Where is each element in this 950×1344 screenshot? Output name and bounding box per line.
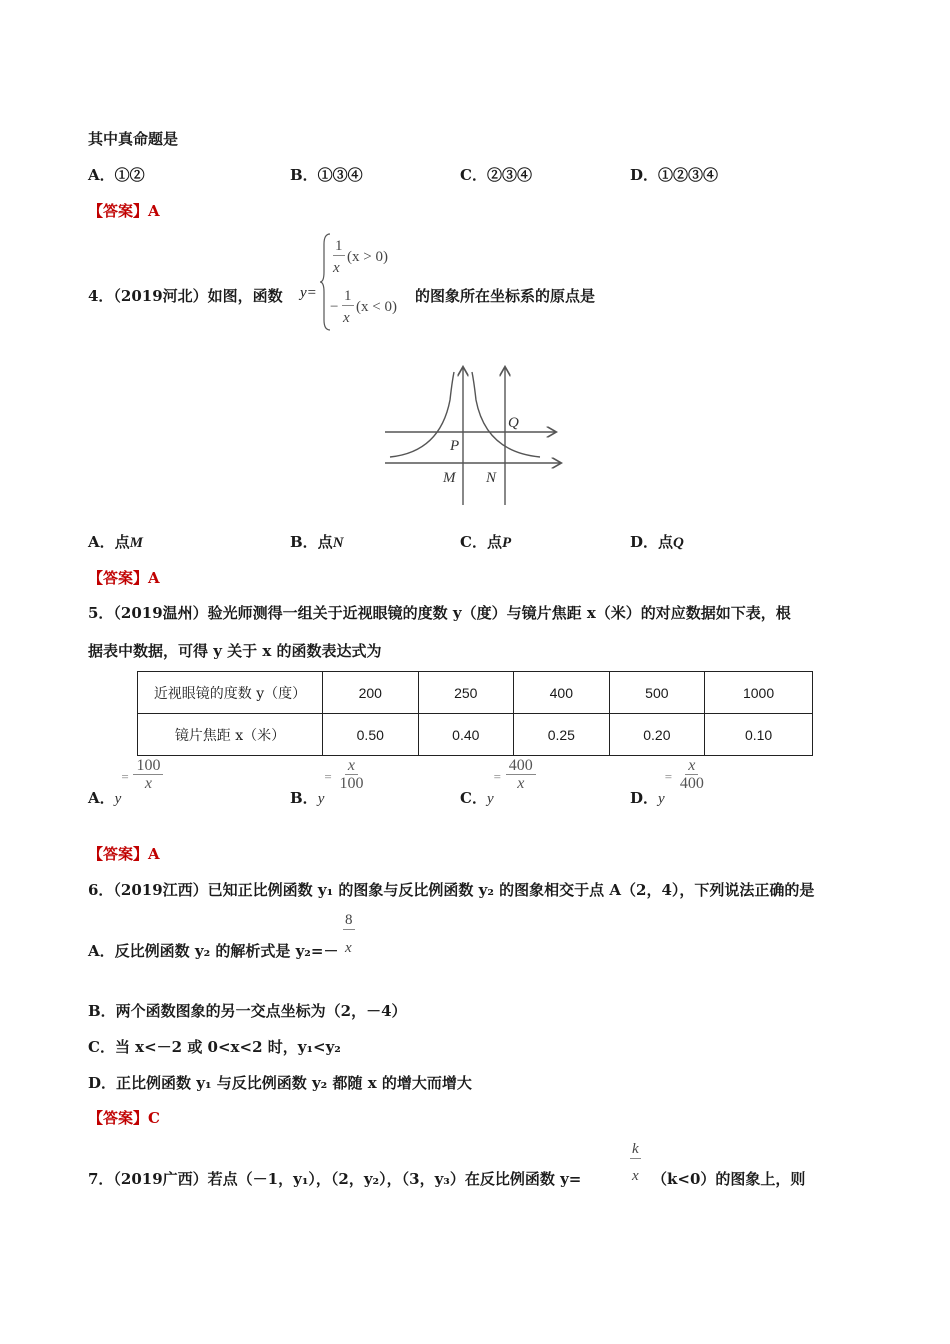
q7-den: x (632, 1168, 639, 1184)
q5-stem-line2: 据表中数据，可得 y 关于 x 的函数表达式为 (88, 642, 382, 660)
q4-piece1-cond: (x > 0) (347, 249, 388, 265)
q6-option-a-num: 8 (345, 912, 353, 928)
q4-answer: 【答案】A (88, 569, 160, 587)
q6-option-c: C．当 x<－2 或 0<x<2 时，y₁<y₂ (88, 1038, 341, 1056)
q5-cell: 1000 (705, 672, 813, 714)
q5-cell: 500 (609, 672, 705, 714)
q6-answer: 【答案】C (88, 1109, 160, 1127)
q4-figure (380, 360, 570, 510)
q4-label-m: M (443, 470, 456, 486)
q4-piece2-num: 1 (344, 288, 352, 304)
q4-brace (320, 232, 332, 332)
q3-answer: 【答案】A (88, 202, 160, 220)
q4-prefix: 4．（2019河北）如图，函数 (88, 287, 283, 305)
q5-cell: 0.20 (609, 714, 705, 756)
q6-option-d: D．正比例函数 y₁ 与反比例函数 y₂ 都随 x 的增大而增大 (88, 1074, 472, 1092)
q5-option-a: A．y= $\frac{100}{x}$ (88, 757, 163, 792)
q5-table (137, 671, 813, 756)
q4-option-d: D．点Q (630, 533, 684, 551)
q6-option-a-den: x (345, 940, 352, 956)
q4-func-var: y= (300, 285, 317, 301)
q4-piece2-sign: − (330, 299, 339, 315)
q5-cell: 200 (323, 672, 419, 714)
q4-piece2-den: x (343, 310, 350, 326)
q5-option-b: B．y= $\frac{x}{100}$ (290, 757, 364, 807)
q4-piece2-cond: (x < 0) (356, 299, 397, 315)
q7-text-before: 7．（2019广西）若点（－1，y₁），（2，y₂），（3，y₃）在反比例函数 y= (88, 1170, 582, 1188)
q5-option-d: D．y= $\frac{x}{400}$ (630, 757, 704, 807)
q5-cell: 250 (418, 672, 514, 714)
q5-option-c: C．y= $\frac{400}{x}$ (460, 757, 536, 792)
q4-label-p: P (450, 438, 460, 454)
q5-row2-head: 镜片焦距 x（米） (138, 714, 323, 756)
q5-cell: 0.50 (323, 714, 419, 756)
q7-num: k (632, 1141, 639, 1157)
q3-option-a: A．①② (88, 166, 145, 184)
q4-option-c: C．点P (460, 533, 512, 551)
q4-label-n: N (486, 470, 497, 486)
q6-stem: 6．（2019江西）已知正比例函数 y₁ 的图象与反比例函数 y₂ 的图象相交于点 A（2，4），下列说法正确的是 (88, 881, 815, 899)
q4-piece1-den: x (333, 260, 340, 276)
q3-stem: 其中真命题是 (88, 130, 179, 148)
q5-cell: 0.10 (705, 714, 813, 756)
q5-cell: 400 (514, 672, 610, 714)
q6-option-b: B．两个函数图象的另一交点坐标为（2，－4） (88, 1002, 407, 1020)
q4-curve-left (390, 372, 454, 457)
q3-option-c: C．②③④ (460, 166, 532, 184)
q3-option-b: B．①③④ (290, 166, 363, 184)
q4-option-b: B．点N (290, 533, 344, 551)
q5-stem-line1: 5．（2019温州）验光师测得一组关于近视眼镜的度数 y（度）与镜片焦距 x（米）的对应数据如下表，根 (88, 604, 791, 622)
q5-answer: 【答案】A (88, 845, 160, 863)
q7-text-after: （k<0）的图象上，则 (652, 1170, 806, 1188)
q3-option-d: D．①②③④ (630, 166, 719, 184)
table-row (138, 672, 813, 714)
q5-cell: 0.25 (514, 714, 610, 756)
q5-cell: 0.40 (418, 714, 514, 756)
q4-suffix: 的图象所在坐标系的原点是 (415, 287, 596, 305)
q4-piece1-num: 1 (335, 238, 343, 254)
q4-label-q: Q (508, 415, 519, 431)
table-row (138, 714, 813, 756)
q5-row1-head: 近视眼镜的度数 y（度） (138, 672, 323, 714)
q6-option-a: A．反比例函数 y₂ 的解析式是 y₂=－ (88, 942, 339, 960)
q4-option-a: A．点M (88, 533, 143, 551)
q4-curve-right (472, 372, 540, 457)
